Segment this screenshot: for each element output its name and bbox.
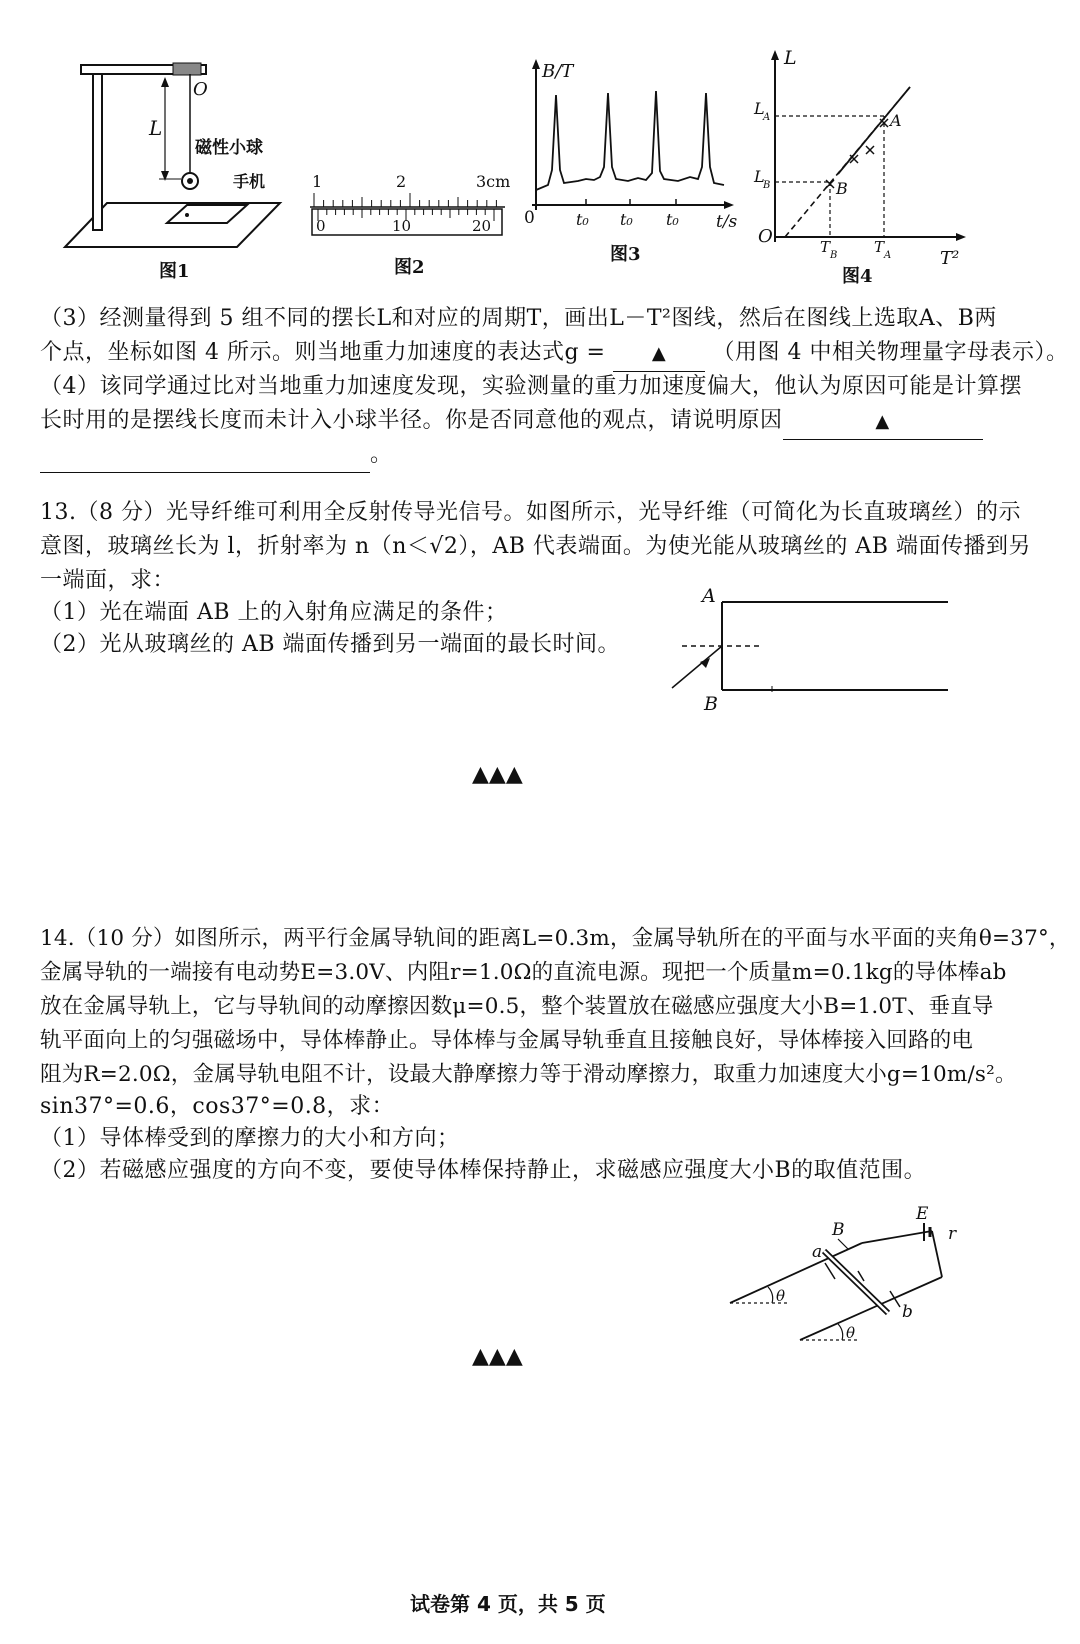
fig3-origin: 0 xyxy=(524,208,535,228)
fig1-label-L: L xyxy=(149,116,163,140)
q14-fig-a: a xyxy=(812,1242,823,1262)
fig4-TB: T xyxy=(820,238,831,256)
fig2-main-2: 2 xyxy=(396,172,407,191)
fig4-LB-sub: B xyxy=(763,180,771,191)
q14-line5: 阻为R=2.0Ω，金属导轨电阻不计，设最大静摩擦力等于滑动摩擦力，取重力加速度大小g=10m/s²。 xyxy=(40,1062,1017,1087)
q13-figure-fiber xyxy=(660,582,960,717)
fig2-main-1: 1 xyxy=(312,172,323,191)
q13-line3: 一端面，求： xyxy=(40,568,176,593)
fig3-caption: 图3 xyxy=(610,244,641,265)
q14-sub1: （1）导体棒受到的摩擦力的大小和方向； xyxy=(40,1126,460,1151)
fig4-TB-sub: B xyxy=(830,250,838,261)
q14-fig-r: r xyxy=(948,1224,957,1244)
q12-p4-line2 xyxy=(40,404,983,440)
q12-answer-blank-reason[interactable]: ▲ xyxy=(783,404,983,440)
q14-fig-E: E xyxy=(916,1205,929,1224)
q12-p3-text-a: 个点，坐标如图 4 所示。则当地重力加速度的表达式g = xyxy=(40,340,606,365)
q13-line1: 13.（8 分）光导纤维可利用全反射传导光信号。如图所示，光导纤维（可简化为长直玻璃丝）的示 xyxy=(40,500,1021,525)
q14-fig-theta-2: θ xyxy=(846,1324,856,1342)
q13-sub1: （1）光在端面 AB 上的入射角应满足的条件； xyxy=(40,600,508,625)
fig2-vern-0: 0 xyxy=(316,217,326,235)
q14-fig-theta-1: θ xyxy=(776,1287,786,1305)
fig4-point-B: B xyxy=(836,179,848,198)
fig4-TA-sub: A xyxy=(884,250,892,261)
q13-line2: 意图，玻璃丝长为 l，折射率为 n（n＜√2），AB 代表端面。为使光能从玻璃丝的 AB 端面传播到另 xyxy=(40,534,1031,559)
q12-p4-end: 。 xyxy=(370,442,393,467)
fig4-caption: 图4 xyxy=(842,266,873,287)
q12-p3-line1: （3）经测量得到 5 组不同的摆长L和对应的周期T，画出L－T²图线，然后在图线上选取A、B两 xyxy=(40,306,997,331)
fig3-x-label: t/s xyxy=(716,212,738,232)
fig1-caption: 图1 xyxy=(159,261,190,282)
fig4-LB: L xyxy=(754,167,765,186)
q13-fig-B: B xyxy=(704,693,718,715)
figure-2 xyxy=(300,165,520,280)
figure-3 xyxy=(520,55,745,270)
q14-line6: sin37°=0.6，cos37°=0.8，求： xyxy=(40,1094,395,1119)
q12-answer-blank-reason-cont[interactable] xyxy=(40,438,370,473)
fig2-vern-20: 20 xyxy=(472,217,492,235)
fig4-LA-sub: A xyxy=(763,112,771,123)
q12-p3-line2 xyxy=(40,336,1069,372)
q14-line3: 放在金属导轨上，它与导轨间的动摩擦因数μ=0.5，整个装置放在磁感应强度大小B=1.0T、垂直导 xyxy=(40,994,994,1019)
fig3-y-label: B/T xyxy=(542,61,574,82)
q12-answer-blank-g[interactable]: ▲ xyxy=(613,336,705,372)
fig2-caption: 图2 xyxy=(394,257,425,278)
fig4-LA: L xyxy=(754,99,765,118)
q14-line1: 14.（10 分）如图所示，两平行金属导轨间的距离L=0.3m，金属导轨所在的平面与水平面的夹角θ=37°， xyxy=(40,926,1071,951)
q14-answer-marks: ▲▲▲ xyxy=(472,1344,523,1369)
fig1-phone-label: 手机 xyxy=(233,172,266,191)
q12-p4-line1: （4）该同学通过比对当地重力加速度发现，实验测量的重力加速度偏大，他认为原因可能是计算摆 xyxy=(40,374,1023,399)
q12-p3-text-b: （用图 4 中相关物理量字母表示）。 xyxy=(712,340,1069,365)
figure-4 xyxy=(750,42,975,287)
fig2-vern-10: 10 xyxy=(392,217,412,235)
q13-sub2: （2）光从玻璃丝的 AB 端面传播到另一端面的最长时间。 xyxy=(40,632,621,657)
fig3-t0-1: t₀ xyxy=(576,210,589,229)
fig1-label-O: O xyxy=(193,79,208,100)
fig1-ball-label: 磁性小球 xyxy=(195,138,263,158)
q14-line2: 金属导轨的一端接有电动势E=3.0V、内阻r=1.0Ω的直流电源。现把一个质量m=0.1kg的导体棒ab xyxy=(40,960,1007,985)
q14-fig-B: B xyxy=(832,1220,845,1240)
q13-answer-marks: ▲▲▲ xyxy=(472,762,523,787)
q12-p4-line3 xyxy=(40,438,393,473)
fig2-main-3: 3cm xyxy=(476,172,511,191)
q14-figure-rails xyxy=(720,1205,980,1355)
fig3-t0-3: t₀ xyxy=(666,210,679,229)
fig4-y-label: L xyxy=(784,47,797,69)
fig4-point-A: A xyxy=(890,111,902,130)
page-footer: 试卷第 4 页，共 5 页 xyxy=(410,1592,606,1616)
q14-line4: 轨平面向上的匀强磁场中，导体棒静止。导体棒与金属导轨垂直且接触良好，导体棒接入回路的电 xyxy=(40,1028,974,1053)
fig4-origin: O xyxy=(758,226,773,247)
q14-fig-b: b xyxy=(902,1302,913,1322)
fig4-x-label: T² xyxy=(940,248,960,269)
fig4-TA: T xyxy=(874,238,885,256)
q12-p4-text: 长时用的是摆线长度而未计入小球半径。你是否同意他的观点，请说明原因 xyxy=(40,408,783,433)
figure-1 xyxy=(55,55,295,285)
q14-sub2: （2）若磁感应强度的方向不变，要使导体棒保持静止，求磁感应强度大小B的取值范围。 xyxy=(40,1158,927,1183)
fig3-t0-2: t₀ xyxy=(620,210,633,229)
q13-fig-A: A xyxy=(702,585,716,607)
